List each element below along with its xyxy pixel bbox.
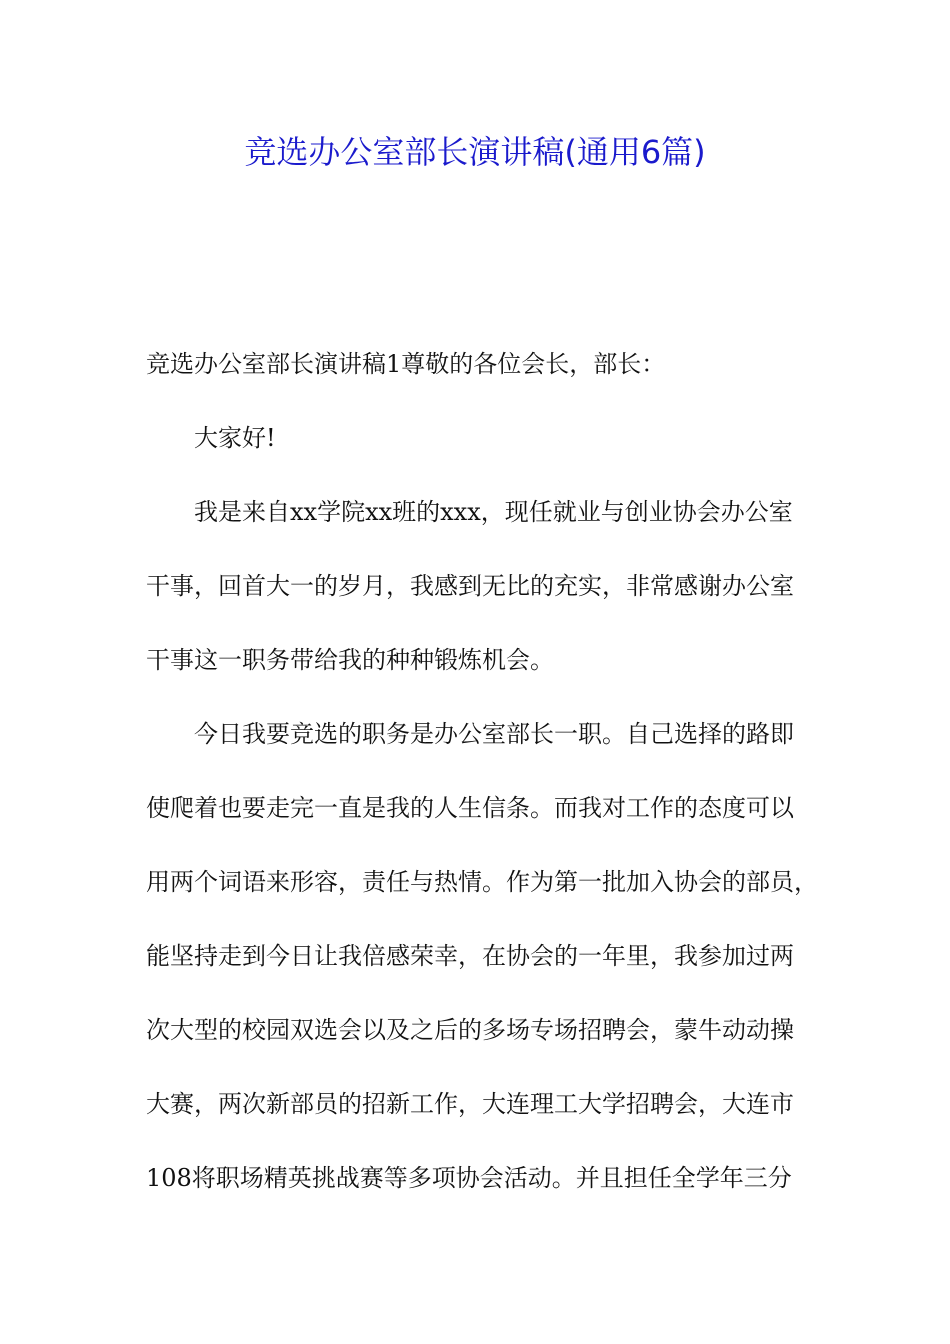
text-line-2: 大家好! bbox=[194, 424, 276, 452]
text-line-11: 大赛，两次新部员的招新工作，大连理工大学招聘会，大连市 bbox=[146, 1090, 794, 1118]
text-line-12: 108将职场精英挑战赛等多项协会活动。并且担任全学年三分 bbox=[146, 1164, 792, 1192]
text-line-4: 干事，回首大一的岁月，我感到无比的充实，非常感谢办公室 bbox=[146, 572, 794, 600]
text-line-9: 能坚持走到今日让我倍感荣幸，在协会的一年里，我参加过两 bbox=[146, 942, 794, 970]
text-line-8: 用两个词语来形容，责任与热情。作为第一批加入协会的部员， bbox=[146, 868, 818, 896]
text-line-1: 竞选办公室部长演讲稿1尊敬的各位会长，部长： bbox=[146, 350, 666, 378]
text-line-3: 我是来自xx学院xx班的xxx，现任就业与创业协会办公室 bbox=[194, 498, 793, 526]
text-line-6: 今日我要竞选的职务是办公室部长一职。自己选择的路即 bbox=[194, 720, 794, 748]
document-title: 竞选办公室部长演讲稿(通用6篇) bbox=[244, 133, 706, 171]
text-line-7: 使爬着也要走完一直是我的人生信条。而我对工作的态度可以 bbox=[146, 794, 794, 822]
text-line-5: 干事这一职务带给我的种种锻炼机会。 bbox=[146, 646, 554, 674]
text-line-10: 次大型的校园双选会以及之后的多场专场招聘会，蒙牛动动操 bbox=[146, 1016, 794, 1044]
